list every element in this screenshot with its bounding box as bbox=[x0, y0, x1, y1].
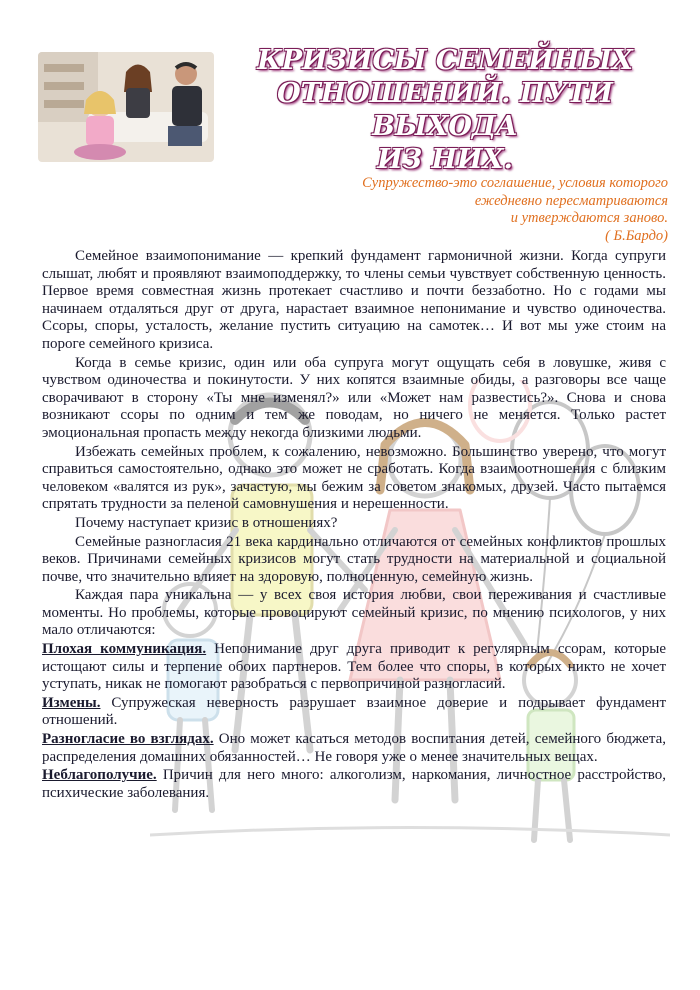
paragraph-3: Избежать семейных проблем, к сожалению, невозможно. Большинство уверено, что могут справиться самостоятельно, однако это может не сработать. Когда взаимоотношения с близким человеком «валятся из рук», зачастую, мы бежим за советом знакомых, друзей. Часто пытаемся спрятать трудности за пеленой самовнушения и нерешенности. bbox=[42, 443, 666, 513]
title-line-2: ОТНОШЕНИЙ. ПУТИ ВЫХОДА bbox=[277, 78, 613, 142]
cause-term: Измены. bbox=[42, 694, 101, 711]
cause-text: Супружеская неверность разрушает взаимное доверие и подрывает фундамент отношений. bbox=[42, 694, 666, 729]
title-line-1: КРИЗИСЫ СЕМЕЙНЫХ bbox=[257, 45, 633, 76]
epigraph-line-1: Супружество-это соглашение, условия которого bbox=[362, 175, 668, 191]
cause-text: Причин для него много: алкоголизм, наркомания, личностное расстройство, психические заболевания. bbox=[42, 767, 666, 801]
cause-term: Неблагополучие. bbox=[42, 767, 157, 784]
epigraph-author: ( Б.Бардо) bbox=[605, 227, 668, 244]
page-title bbox=[230, 44, 660, 176]
paragraph-question: Почему наступает кризис в отношениях? bbox=[75, 514, 338, 531]
cause-term: Разногласие во взглядах. bbox=[42, 731, 214, 748]
paragraph-5: Семейные разногласия 21 века кардинально отличаются от семейных конфликтов прошлых веков. Причинами семейных кризисов могут стать трудности на материальной и социальной почве, что значительно влияет на здоровую, полноценную, семейную жизнь. bbox=[42, 533, 666, 585]
epigraph-line-2: ежедневно пересматриваются bbox=[474, 192, 668, 209]
title-line-3: ИЗ НИХ. bbox=[377, 144, 513, 175]
cause-text: Непонимание друг друга приводит к регулярным ссорам, которые истощают силы и терпение обоих партнеров. Тем более что споры, в которых никто не хочет уступать, никак не помогают разобраться с первопричиной разногласий. bbox=[42, 641, 666, 693]
cause-item bbox=[42, 731, 666, 766]
epigraph-quote bbox=[248, 175, 668, 245]
cause-item bbox=[42, 767, 666, 802]
paragraph-2: Когда в семье кризис, один или оба супруга могут ощущать себя в ловушке, живя с чувством одиночества и покинутости. У них копятся взаимные обиды, а разговоры все чаще сворачивают в сторону «Ты мне изменял?» или «Может нам развестись?». Снова и снова возникают ссоры по одним и тем же поводам, но ничего не меняется. Только растет эмоциональная пропасть между некогда близкими людьми. bbox=[42, 354, 666, 441]
article-body bbox=[42, 248, 666, 803]
cause-text: Оно может касаться методов воспитания детей, семейного бюджета, распределения домашних обязанностей… Не говоря уже о менее значительных вещах. bbox=[42, 731, 666, 765]
epigraph-line-3: и утверждаются заново. bbox=[510, 210, 668, 226]
cause-item bbox=[42, 641, 666, 694]
paragraph-6: Каждая пара уникальна — у всех своя история любви, свои переживания и счастливые моменты. Но проблемы, которые провоцируют семейный кризис, по мнению психологов, у них мало отличаются: bbox=[42, 587, 666, 639]
cause-item bbox=[42, 695, 666, 730]
paragraph-1: Семейное взаимопонимание — крепкий фундамент гармоничной жизни. Когда супруги слышат, любят и проявляют взаимоподдержку, то члены семьи чувствует собственную ценность. Первое время совместная жизнь протекает счастливо и почти беззаботно. Но с годами мы начинаем отдаляться друг от друга, нарастает взаимное непонимание и чувство одиночества. Ссоры, споры, усталость, желание пустить ситуацию на самотек… И вот мы уже стоим на пороге семейного кризиса. bbox=[42, 248, 666, 352]
cause-term: Плохая коммуникация. bbox=[42, 641, 207, 658]
family-conflict-photo bbox=[38, 52, 214, 162]
